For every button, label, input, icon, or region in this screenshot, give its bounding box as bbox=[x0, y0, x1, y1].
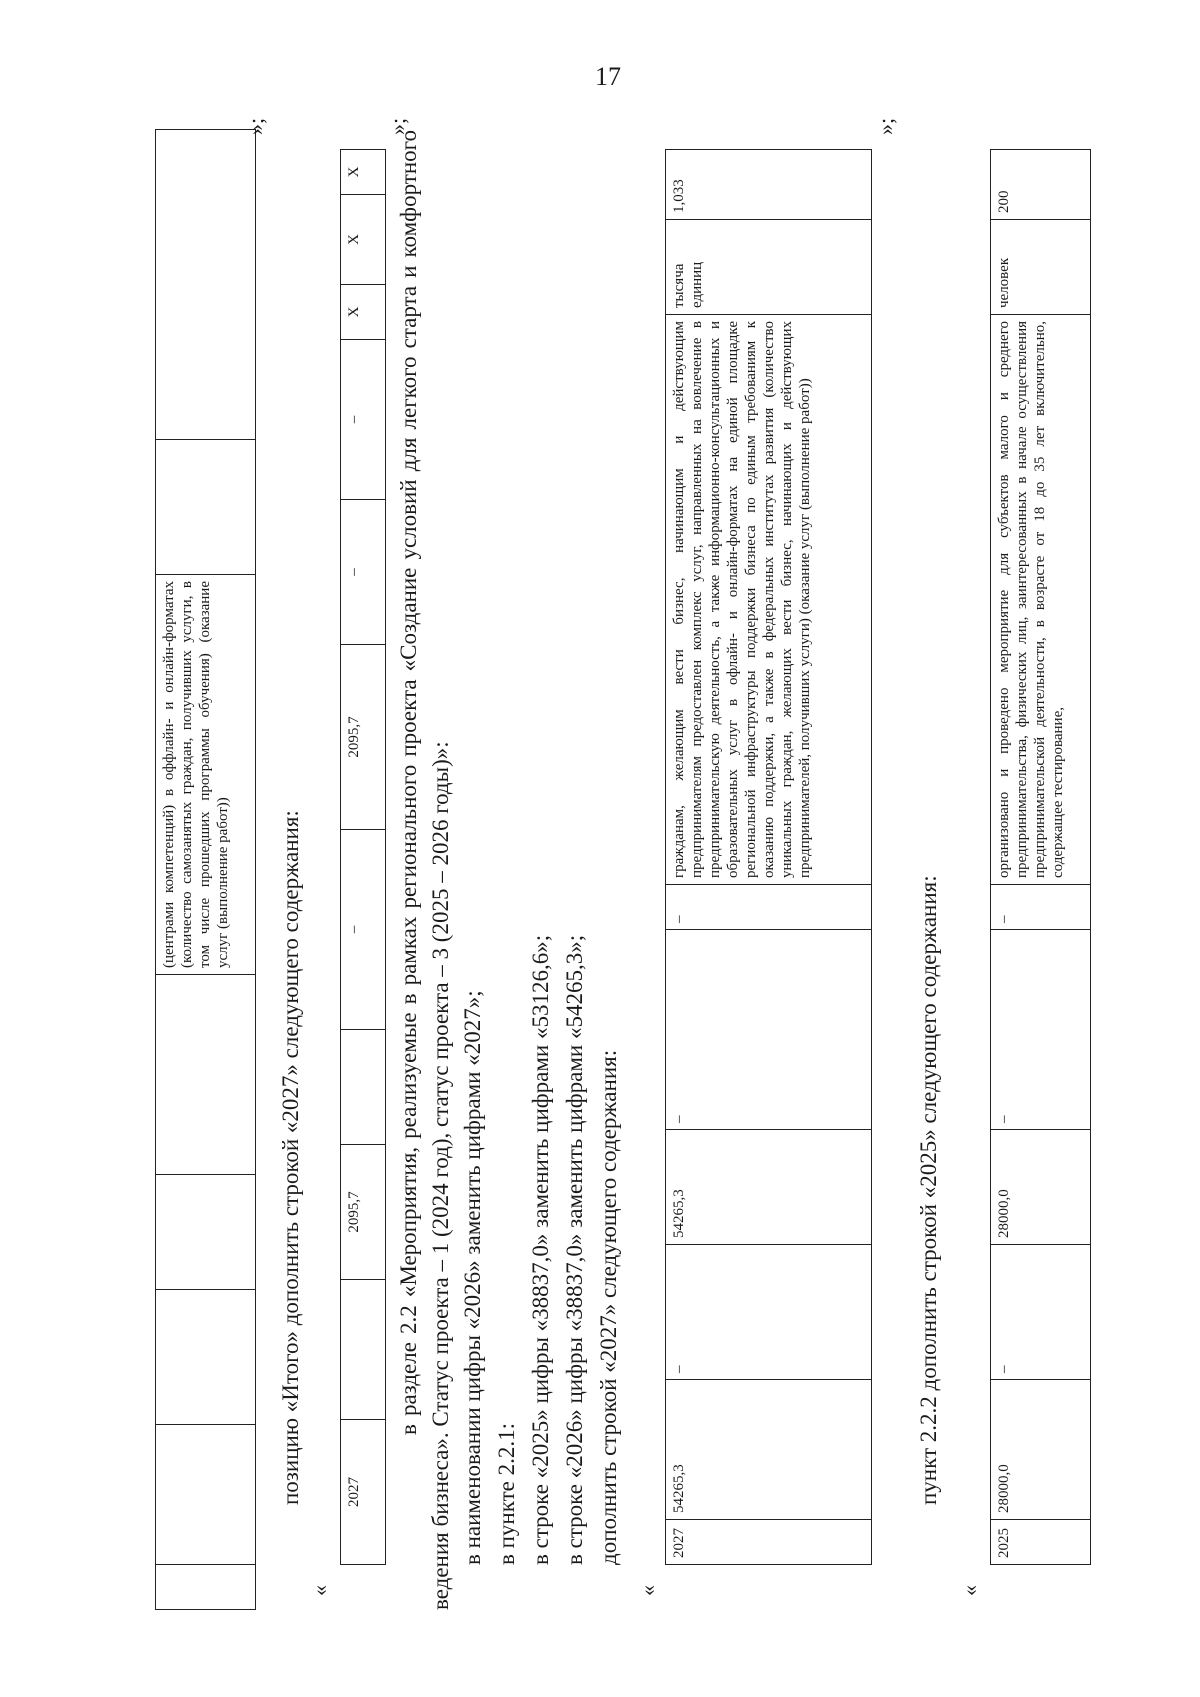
table-row bbox=[341, 150, 386, 1565]
paragraph-rename: в наименовании цифры «2026» заменить цифрами «2027»; bbox=[460, 990, 485, 1565]
opening-quote: « bbox=[307, 1585, 332, 1596]
table-itogo-2027 bbox=[340, 149, 386, 1565]
table-cell: – bbox=[991, 1245, 1091, 1380]
closing-quote: »; bbox=[873, 117, 898, 135]
table-cell: 2095,7 bbox=[341, 645, 386, 830]
table-cell: – bbox=[341, 500, 386, 645]
rotated-document-body bbox=[145, 110, 1065, 1610]
table-cell-value: 1,033 bbox=[666, 150, 872, 220]
opening-quote: « bbox=[957, 1585, 982, 1596]
table-cell: X bbox=[341, 195, 386, 285]
closing-quote: »; bbox=[385, 117, 410, 135]
table-cell: X bbox=[341, 150, 386, 195]
table-cell bbox=[156, 1290, 256, 1425]
table-cell bbox=[156, 975, 256, 1175]
table-cell-description: организовано и проведено мероприятие для субъектов малого и среднего предпринимательства, физических лиц, заинтересованных в начале осуществления предпринимательской деятельности, в возрасте от 18 до 35 лет включительно, содержащее тестирование, bbox=[991, 315, 1091, 885]
table-cell-value: 200 bbox=[991, 150, 1091, 220]
table-cell bbox=[341, 1030, 386, 1145]
table-cell: 28000,0 bbox=[991, 1130, 1091, 1245]
table-row bbox=[156, 130, 256, 1610]
opening-quote: « bbox=[635, 1585, 660, 1596]
table-fragment-top bbox=[155, 129, 256, 1610]
paragraph-item-2-2-2: пункт 2.2.2 дополнить строкой «2025» следующего содержания: bbox=[916, 875, 941, 1505]
table-cell-description: (центрами компетенций) в оффлайн- и онлайн-форматах (количество самозанятых граждан, получивших услуги, в том числе прошедших программы обучения) (оказание услуг (выполнение работ)) bbox=[156, 575, 256, 975]
table-row bbox=[991, 150, 1091, 1565]
table-cell bbox=[156, 440, 256, 575]
table-row bbox=[666, 150, 872, 1565]
table-2-2-1-row-2027 bbox=[665, 149, 872, 1565]
table-cell-year: 2027 bbox=[341, 1420, 386, 1565]
paragraph-row-2025: в строке «2025» цифры «38837,0» заменить цифрами «53126,6»; bbox=[528, 934, 553, 1565]
page-number: 17 bbox=[595, 62, 621, 91]
paragraph-section-2-2: в разделе 2.2 «Мероприятия, реализуемые в рамках регионального проекта «Создание условий для легкого старта и комфортного ведения бизнеса». Статус проекта – 1 (2024 год), статус проекта – 3 (2025 – 2026 годы)»: bbox=[396, 130, 453, 1610]
table-cell: – bbox=[341, 830, 386, 1030]
table-cell: 28000,0 bbox=[991, 1380, 1091, 1520]
table-cell bbox=[156, 1565, 256, 1610]
paragraph-item-2-2-1: в пункте 2.2.1: bbox=[494, 1423, 519, 1565]
table-cell: 2095,7 bbox=[341, 1145, 386, 1280]
table-cell: X bbox=[341, 285, 386, 340]
table-cell bbox=[341, 1280, 386, 1420]
table-2-2-2-row-2025 bbox=[990, 149, 1091, 1565]
paragraph-add-2027: дополнить строкой «2027» следующего содержания: bbox=[596, 1049, 621, 1565]
table-cell: – bbox=[991, 930, 1091, 1130]
table-cell-year: 2027 bbox=[666, 1520, 872, 1565]
table-cell bbox=[156, 1175, 256, 1290]
table-cell bbox=[156, 1425, 256, 1565]
table-cell-description: гражданам, желающим вести бизнес, начинающим и действующим предпринимателям предоставлен комплекс услуг, направленных на вовлечение в предпринимательскую деятельность, а также информационно-консультационных и образовательных услуг в офлайн- и онлайн-форматах на единой площадке региональной инфраструктуры поддержки бизнеса по единым требованиям к оказанию поддержки, а также в федеральных институтах развития (количество уникальных граждан, желающих вести бизнес, начинающих и действующих предпринимателей, получивших услуги) (оказание услуг (выполнение работ)) bbox=[666, 315, 872, 885]
table-cell: – bbox=[666, 930, 872, 1130]
paragraph-row-2026: в строке «2026» цифры «38837,0» заменить цифрами «54265,3»; bbox=[562, 934, 587, 1565]
paragraph-itogo: позицию «Итого» дополнить строкой «2027» следующего содержания: bbox=[278, 810, 303, 1505]
table-cell: – bbox=[341, 340, 386, 500]
table-cell-unit: тысяча единиц bbox=[666, 220, 872, 315]
table-cell: 54265,3 bbox=[666, 1130, 872, 1245]
table-cell-unit: человек bbox=[991, 220, 1091, 315]
table-cell: 54265,3 bbox=[666, 1380, 872, 1520]
table-cell: – bbox=[991, 885, 1091, 930]
table-cell: – bbox=[666, 1245, 872, 1380]
table-cell bbox=[156, 130, 256, 440]
table-cell-year: 2025 bbox=[991, 1520, 1091, 1565]
table-cell: – bbox=[666, 885, 872, 930]
closing-quote: »; bbox=[243, 117, 268, 135]
